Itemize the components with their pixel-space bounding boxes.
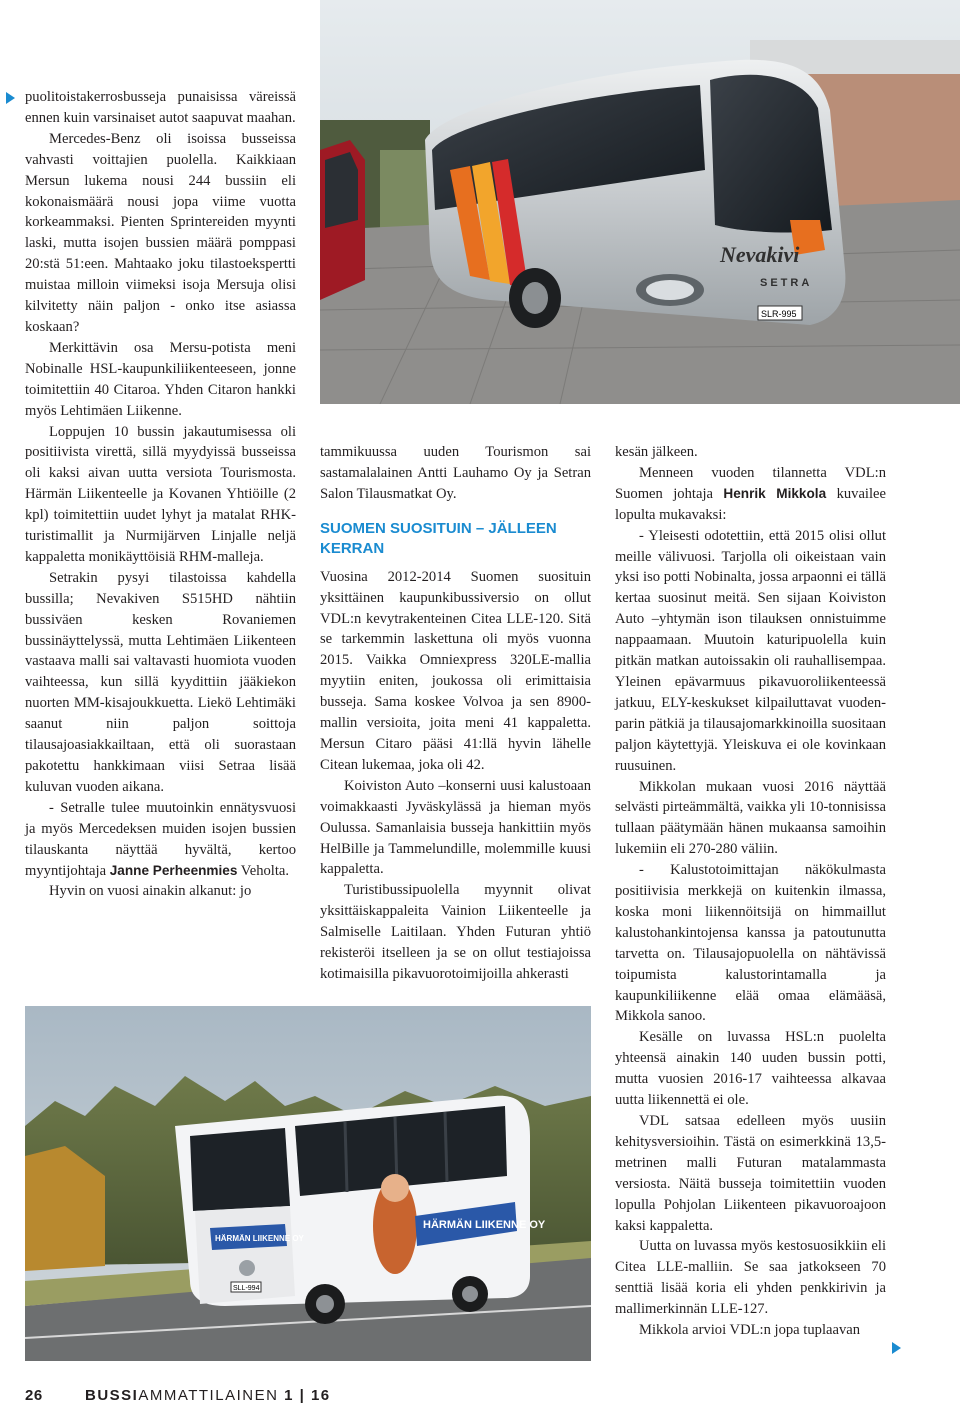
bus-brand-text: Nevakivi bbox=[720, 242, 800, 267]
paragraph-intro-quote bbox=[615, 463, 886, 526]
paragraph: Vuosina 2012-2014 Suomen suosituin yksittäinen kaupunkibussiversio on ollut VDL:n kevytrakenteinen Citea LLE-120. Sitä se tarkemmin laskettuna oli myös vuonna 2015. Vaikka Omniexpress 320LE-mallia myytiin eniten, joukossa oli erimittaisia busseja. Sama koskee Volvoa ja sen 8900-mallin versioita, joita meni 41 kappaletta. Mersun Citaro pääsi 41:llä hyvin lähelle Citean lukemaa, joka oli 42. bbox=[320, 568, 591, 773]
paragraph: Loppujen 10 bussin jakautumisessa oli positiivista virettä, sillä myydyissä busseissa oli kaksi aivan uutta versiota Tourismosta. Härmän Liikenteelle ja Kovanen Yhtiöille (2 kpl) toimitettiin uudet lyhyt ja matalat RHK-turistimallit ja Nurmijärven Linjalle neljä kappaletta monikäyttöisiä RHM-malleja. bbox=[25, 423, 296, 565]
bus-plate-text: SLL-994 bbox=[233, 1285, 260, 1292]
issue-number: 1 | 16 bbox=[284, 1387, 331, 1404]
paragraph: Mercedes-Benz oli isoissa busseissa vahvasti voittajien puolella. Kaikkiaan Mersun lukema nousi 244 bussiin eli kokonaismäärä nousi jopa viime vuotta korkeammaksi. Pienten Sprintereiden myynti laski, mutta isojen bussien määrä pomppasi 20:stä 51:een. Mahtaako joku tilastoekspertti muistaa milloin viimeksi isoja Mersuja olisi kilvitetty näin paljon - onko itse asiassa koskaan? bbox=[25, 130, 296, 335]
magazine-name-bold: BUSSI bbox=[85, 1387, 139, 1404]
paragraph: Turistibussipuolella myynnit olivat yksittäiskappaleita Vainion Liikenteelle ja Salmiselle Laitilaan. Yhden Futuran yhtiö rekisteröi itselleen ja se on ollut testiajoissa kotimaisilla pikavuorotoimijoilla ahkerasti bbox=[320, 882, 591, 982]
paragraph: Koiviston Auto –konserni uusi kalustoaan voimakkaasti Jyväskylässä ja hieman myös Oulussa. Samanlaisia busseja hankittiin myös HelBille ja Tammelundille, molemmille kuusi kappaletta. bbox=[320, 777, 591, 878]
harman-liikenne-bus-illustration bbox=[25, 1006, 591, 1361]
person-name: Janne Perheenmies bbox=[109, 862, 238, 878]
person-name: Henrik Mikkola bbox=[723, 485, 827, 501]
paragraph: Uutta on luvassa myös kestosuosikkiin eli Citea LLE-malliin. Se saa jatkokseen 70 senttiä lisää koria eli yhden penkkirivin ja mallimerkinnän LLE-127. bbox=[615, 1238, 886, 1318]
bus-plate-text: SLR-995 bbox=[761, 309, 797, 319]
article-column-3 bbox=[615, 442, 886, 1341]
section-heading: SUOMEN SUOSITUIN – JÄLLEEN KERRAN bbox=[320, 519, 557, 557]
quote-text: - Setralle tulee muutoinkin ennätysvuosi ja myös Mercedeksen muiden isojen bussien tilauskanta näyttää hyvältä, kertoo myyntijohtaja bbox=[25, 799, 296, 879]
paragraph: VDL satsaa edelleen myös uusiin kehitysversioihin. Tästä on esimerkkinä 13,5-metrinen malli Futuran matalammasta versiosta. Näitä busseja toimitettiin vuoden lopulla Pohjolan Liikenteen pikavuoroajoon kaksi kappaletta. bbox=[615, 1113, 886, 1234]
bus-maker-text: SETRA bbox=[760, 277, 813, 289]
paragraph: Hyvin on vuosi ainakin alkanut: jo bbox=[49, 883, 252, 900]
continuation-arrow-icon bbox=[6, 92, 15, 104]
bus-side-text: HÄRMÄN LIIKENNE OY bbox=[423, 1219, 546, 1231]
article-column-1 bbox=[25, 87, 296, 902]
paragraph: - Kalustotoimittajan näkökulmasta positiivisia merkkejä on kuitenkin ilmassa, koska moni liikennöitsijä on himmaillut kalustohankintojensa kanssa ja patoutunutta tarvetta on. Tilausajopuolella on nähtävissä toipumista kalustorintamalla ja kaupunkiliikenne elää omaa elämääsä, Mikkola sanoo. bbox=[615, 862, 886, 1025]
paragraph: - Yleisesti odotettiin, että 2015 olisi ollut meille välivuosi. Tarjolla oli oikeistaan vain yksi iso potti Nobinalta, jossa arpaonni ei tällä kertaa suosinut meitä. Sen sijaan Koiviston Auto –yhtymän ison tilauksen onnistuimme nappaamaan. Muutoin katuripuolella kuin pitkän matkan autoissakin oli rauhallisempaa. Yleinen epävarmuus pikavuoroliikenteessä jatkuu, ELY-keskukset kilpailuttavat vuoden-parin pätkiä ja tilausajomarkkinoilla suositaan paljon käytettyjä. Yleiskuva ei ole kovinkaan ruusuinen. bbox=[615, 527, 886, 774]
photo-harman-liikenne-bus bbox=[25, 1006, 591, 1361]
article-column-2 bbox=[320, 442, 591, 985]
intro-text: Menneen vuoden tilannetta VDL:n Suomen johtaja bbox=[615, 464, 886, 502]
quote-text-end: Veholta. bbox=[237, 862, 290, 879]
paragraph: kesän jälkeen. bbox=[615, 444, 698, 460]
setra-coach-illustration bbox=[320, 0, 960, 404]
paragraph: Mikkolan mukaan vuosi 2016 näyttää selvästi pirteämmältä, vaikka yli 10-tonnisissa tullaan päätymään hänen mukaansa samoihin lukemiin eli 270-280 väliin. bbox=[615, 778, 886, 858]
paragraph: Merkittävin osa Mersu-potista meni Nobinalle HSL-kaupunkiliikenteeseen, jonne toimitettiin 40 Citaroa. Yhden Citaron hankki myös Lehtimäen Liikenne. bbox=[25, 339, 296, 419]
paragraph: Mikkola arvioi VDL:n jopa tuplaavan bbox=[639, 1322, 861, 1339]
paragraph: Setrakin pysyi tilastoissa kahdella bussilla; Nevakiven S515HD nähtiin bussiväen kesken Rovaniemen bussinäyttelyssä, mutta Lehtimäen Liikenteen vastaava malli sai valtavasti huomiota vuoden vaihteessa, kun sillä kyydittiin jääkiekon nuorten MM-kisajoukkuetta. Liekö Lehtimäki saanut niin paljon soittoja tilausajoasiakkailtaan, että oli suorastaan pakotettu hankkimaan viisi Setraa lisää kuluvan vuoden aikana. bbox=[25, 569, 296, 795]
paragraph: tammikuussa uuden Tourismon sai sastamalalainen Antti Lauhamo Oy ja Setran Salon Tilausmatkat Oy. bbox=[320, 444, 591, 502]
magazine-name bbox=[85, 1387, 331, 1404]
bus-front-text: HÄRMÄN LIIKENNE OY bbox=[215, 1234, 304, 1243]
page-number: 26 bbox=[25, 1387, 43, 1404]
continue-arrow-icon bbox=[892, 1342, 901, 1354]
paragraph-quote bbox=[25, 798, 296, 882]
paragraph: Kesälle on luvassa HSL:n puolelta yhteensä ainakin 140 uuden bussin potti, mutta vuosien 2016-17 vaihteessa alkavaa uutta liikennettä ei ole. bbox=[615, 1029, 886, 1109]
intro-text-end: kuvailee lopulta mukavaksi: bbox=[615, 485, 886, 523]
magazine-name-light: AMMATTILAINEN bbox=[138, 1387, 279, 1404]
paragraph: puolitoistakerrosbusseja punaisissa väreissä ennen kuin varsinaiset autot saapuvat maahan. bbox=[25, 89, 296, 126]
photo-setra-coach bbox=[320, 0, 960, 404]
